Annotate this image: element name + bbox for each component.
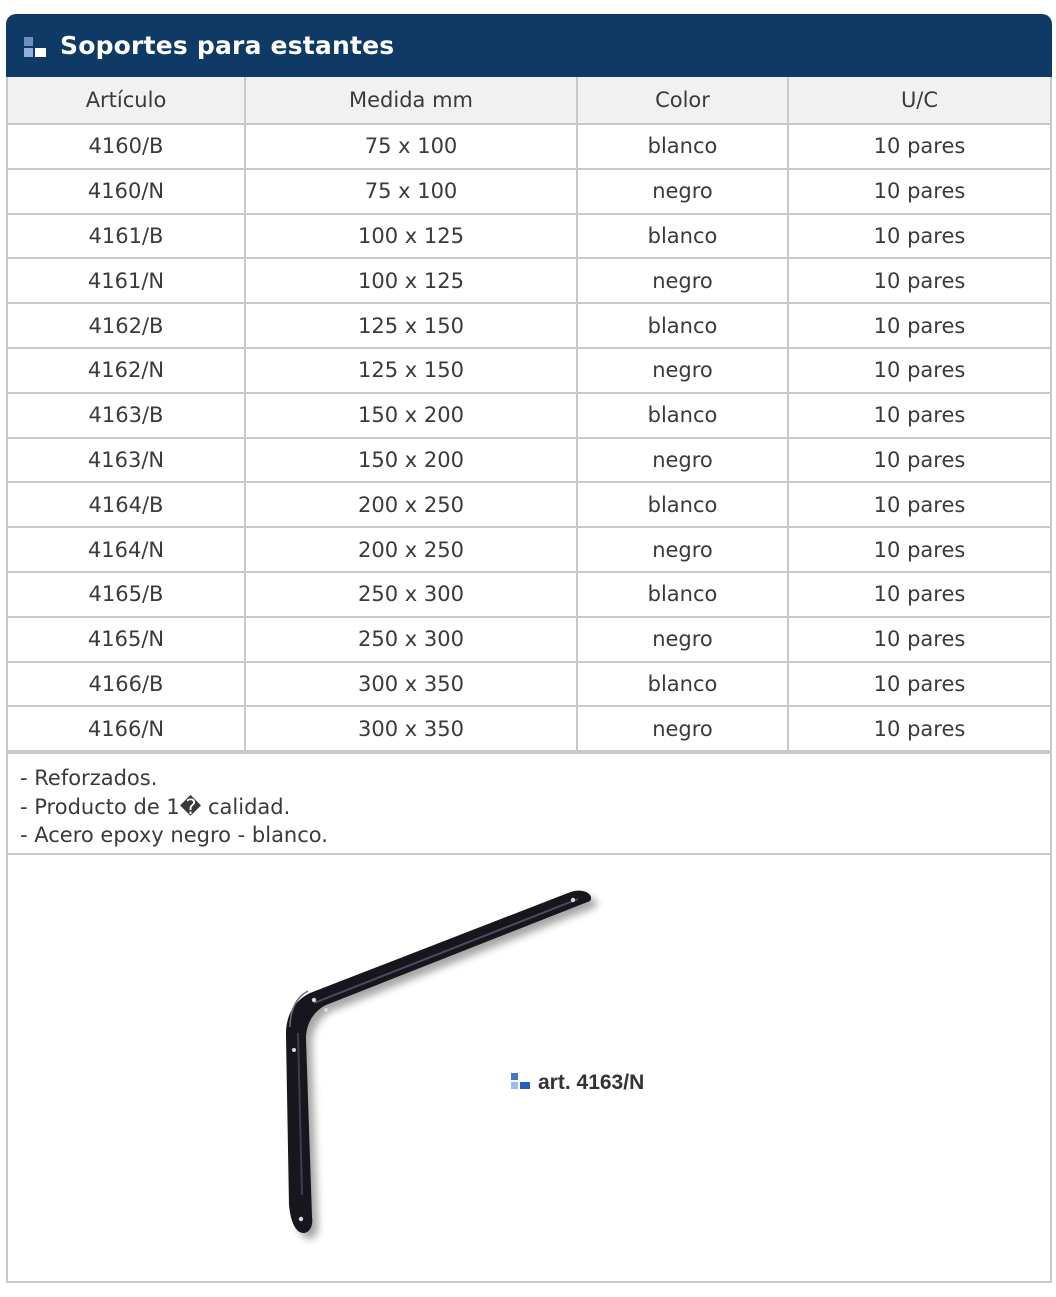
cell-articulo: 4165/N — [8, 617, 245, 662]
cell-articulo: 4160/N — [8, 169, 245, 214]
cell-uc: 10 pares — [788, 169, 1050, 214]
cell-color: blanco — [577, 124, 788, 169]
cell-articulo: 4166/B — [8, 662, 245, 707]
cell-uc: 10 pares — [788, 303, 1050, 348]
cell-articulo: 4163/N — [8, 438, 245, 483]
cell-color: negro — [577, 617, 788, 662]
cell-uc: 10 pares — [788, 706, 1050, 751]
cell-color: blanco — [577, 393, 788, 438]
column-header-articulo: Artículo — [8, 77, 245, 124]
cell-articulo: 4165/B — [8, 572, 245, 617]
cell-medida: 300 x 350 — [245, 662, 577, 707]
cell-medida: 150 x 200 — [245, 438, 577, 483]
cell-uc: 10 pares — [788, 124, 1050, 169]
table-row — [8, 393, 1050, 438]
cell-uc: 10 pares — [788, 438, 1050, 483]
column-header-medida: Medida mm — [245, 77, 577, 124]
table-row — [8, 348, 1050, 393]
cell-medida: 75 x 100 — [245, 124, 577, 169]
column-header-color: Color — [577, 77, 788, 124]
note-line: - Acero epoxy negro - blanco. — [20, 823, 328, 848]
cell-color: negro — [577, 169, 788, 214]
cell-articulo: 4163/B — [8, 393, 245, 438]
cell-uc: 10 pares — [788, 214, 1050, 259]
cell-articulo: 4162/N — [8, 348, 245, 393]
cell-uc: 10 pares — [788, 393, 1050, 438]
table-row — [8, 482, 1050, 527]
cell-uc: 10 pares — [788, 348, 1050, 393]
table-row — [8, 258, 1050, 303]
cell-color: negro — [577, 348, 788, 393]
image-caption — [511, 1071, 644, 1095]
table-row — [8, 572, 1050, 617]
cell-uc: 10 pares — [788, 572, 1050, 617]
cell-color: blanco — [577, 572, 788, 617]
cell-color: negro — [577, 706, 788, 751]
cell-medida: 250 x 300 — [245, 617, 577, 662]
cell-medida: 100 x 125 — [245, 258, 577, 303]
cell-medida: 150 x 200 — [245, 393, 577, 438]
cell-uc: 10 pares — [788, 482, 1050, 527]
table-header-row — [8, 77, 1050, 124]
table-row — [8, 438, 1050, 483]
cell-articulo: 4166/N — [8, 706, 245, 751]
cell-articulo: 4160/B — [8, 124, 245, 169]
cell-uc: 10 pares — [788, 662, 1050, 707]
table-row — [8, 706, 1050, 751]
table-row — [8, 169, 1050, 214]
product-image-area — [8, 853, 1050, 1281]
content-box — [6, 77, 1052, 1283]
table-row — [8, 303, 1050, 348]
cell-color: blanco — [577, 482, 788, 527]
cell-articulo: 4164/B — [8, 482, 245, 527]
cell-color: negro — [577, 438, 788, 483]
note-line: - Producto de 1� calidad. — [20, 794, 291, 819]
shelf-bracket-icon — [8, 855, 1050, 1283]
squares-logo-icon — [511, 1073, 531, 1093]
cell-articulo: 4161/B — [8, 214, 245, 259]
table-body — [8, 124, 1050, 751]
note-line: - Reforzados. — [20, 766, 158, 791]
cell-color: blanco — [577, 662, 788, 707]
cell-medida: 250 x 300 — [245, 572, 577, 617]
cell-articulo: 4161/N — [8, 258, 245, 303]
table-row — [8, 617, 1050, 662]
caption-text: art. 4163/N — [538, 1071, 645, 1095]
panel-header — [6, 14, 1052, 77]
cell-uc: 10 pares — [788, 258, 1050, 303]
cell-medida: 200 x 250 — [245, 527, 577, 572]
cell-color: negro — [577, 527, 788, 572]
cell-medida: 100 x 125 — [245, 214, 577, 259]
cell-medida: 200 x 250 — [245, 482, 577, 527]
cell-uc: 10 pares — [788, 527, 1050, 572]
cell-articulo: 4162/B — [8, 303, 245, 348]
table-row — [8, 527, 1050, 572]
cell-medida: 125 x 150 — [245, 348, 577, 393]
squares-logo-icon — [24, 37, 50, 63]
cell-color: negro — [577, 258, 788, 303]
cell-color: blanco — [577, 214, 788, 259]
cell-medida: 300 x 350 — [245, 706, 577, 751]
page-title: Soportes para estantes — [60, 31, 395, 60]
table-row — [8, 662, 1050, 707]
product-panel — [6, 14, 1052, 1283]
product-notes — [8, 752, 1050, 853]
column-header-uc: U/C — [788, 77, 1050, 124]
cell-medida: 125 x 150 — [245, 303, 577, 348]
table-row — [8, 214, 1050, 259]
cell-medida: 75 x 100 — [245, 169, 577, 214]
cell-uc: 10 pares — [788, 617, 1050, 662]
product-table — [8, 77, 1050, 752]
cell-color: blanco — [577, 303, 788, 348]
cell-articulo: 4164/N — [8, 527, 245, 572]
table-row — [8, 124, 1050, 169]
